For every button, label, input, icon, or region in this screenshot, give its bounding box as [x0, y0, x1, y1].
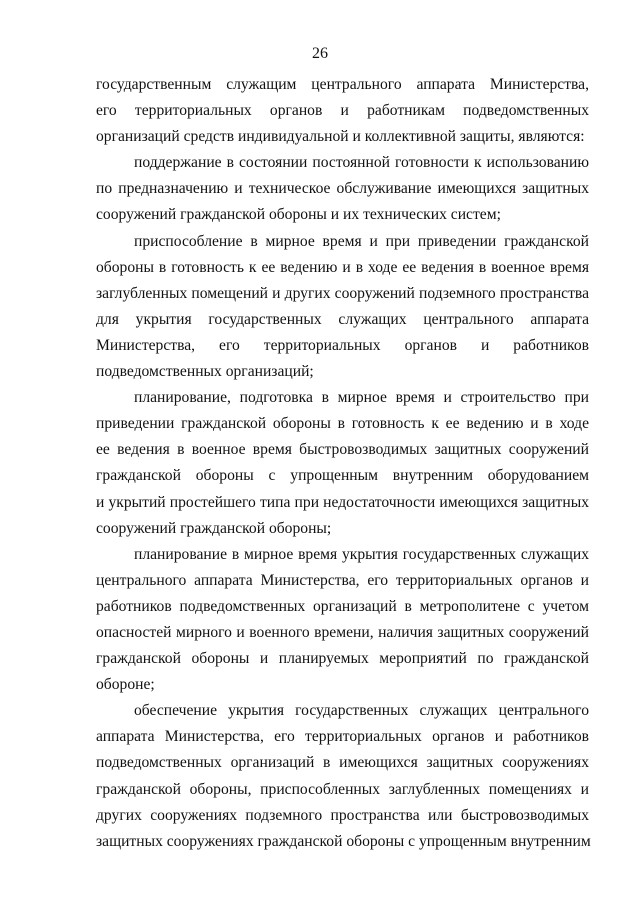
document-body — [96, 72, 589, 855]
text-line: гражданской обороны с упрощенным внутренним оборудованием — [96, 467, 589, 485]
paragraph-intro — [96, 72, 589, 150]
text-line: его территориальных органов и работникам подведомственных — [96, 102, 589, 120]
page-number: 26 — [312, 45, 328, 62]
text-line: защитных сооружениях гражданской обороны с упрощенным внутренним — [96, 832, 591, 850]
text-line: работников подведомственных организаций в метрополитене с учетом — [96, 597, 589, 615]
text-line: гражданской обороны, приспособленных заглубленных помещениях и — [96, 780, 589, 798]
paragraph-planning-construction — [96, 385, 589, 542]
text-line: центрального аппарата Министерства, его территориальных органов и — [96, 571, 589, 589]
text-line: обороны в готовность к ее ведению и в ходе ее ведения в военное время — [96, 258, 589, 276]
text-line: по предназначению и техническое обслуживание имеющихся защитных — [96, 180, 589, 198]
text-line: сооружений гражданской обороны; — [96, 519, 332, 537]
paragraph-shelter-provision — [96, 698, 589, 855]
text-line: аппарата Министерства, его территориальных органов и работников — [96, 728, 589, 746]
text-line: ее ведения в военное время быстровозводимых защитных сооружений — [96, 441, 589, 459]
text-line: планирование, подготовка в мирное время и строительство при — [134, 389, 589, 407]
text-line: подведомственных организаций; — [96, 363, 314, 381]
text-line: организаций средств индивидуальной и коллективной защиты, являются: — [96, 128, 585, 146]
text-line: подведомственных организаций в имеющихся защитных сооружениях — [96, 754, 589, 772]
paragraph-adaptation — [96, 229, 589, 386]
text-line: для укрытия государственных служащих центрального аппарата — [96, 310, 589, 328]
text-line: обороне; — [96, 676, 155, 694]
text-line: опасностей мирного и военного времени, наличия защитных сооружений — [96, 623, 589, 641]
text-line: других сооружениях подземного пространства или быстровозводимых — [96, 806, 589, 824]
paragraph-maintenance — [96, 150, 589, 228]
text-line: Министерства, его территориальных органов и работников — [96, 336, 589, 354]
text-line: приведении гражданской обороны в готовность к ее ведению и в ходе — [96, 415, 589, 433]
text-line: планирование в мирное время укрытия государственных служащих — [134, 545, 589, 563]
text-line: заглубленных помещений и других сооружений подземного пространства — [96, 284, 589, 302]
text-line: обеспечение укрытия государственных служащих центрального — [134, 702, 589, 720]
text-line: и укрытий простейшего типа при недостаточности имеющихся защитных — [96, 493, 589, 511]
paragraph-metro-planning — [96, 542, 589, 699]
text-line: сооружений гражданской обороны и их технических систем; — [96, 206, 501, 224]
text-line: государственным служащим центрального аппарата Министерства, — [96, 76, 589, 93]
text-line: поддержание в состоянии постоянной готовности к использованию — [134, 154, 589, 172]
text-line: гражданской обороны и планируемых мероприятий по гражданской — [96, 650, 589, 668]
text-line: приспособление в мирное время и при приведении гражданской — [134, 232, 589, 250]
